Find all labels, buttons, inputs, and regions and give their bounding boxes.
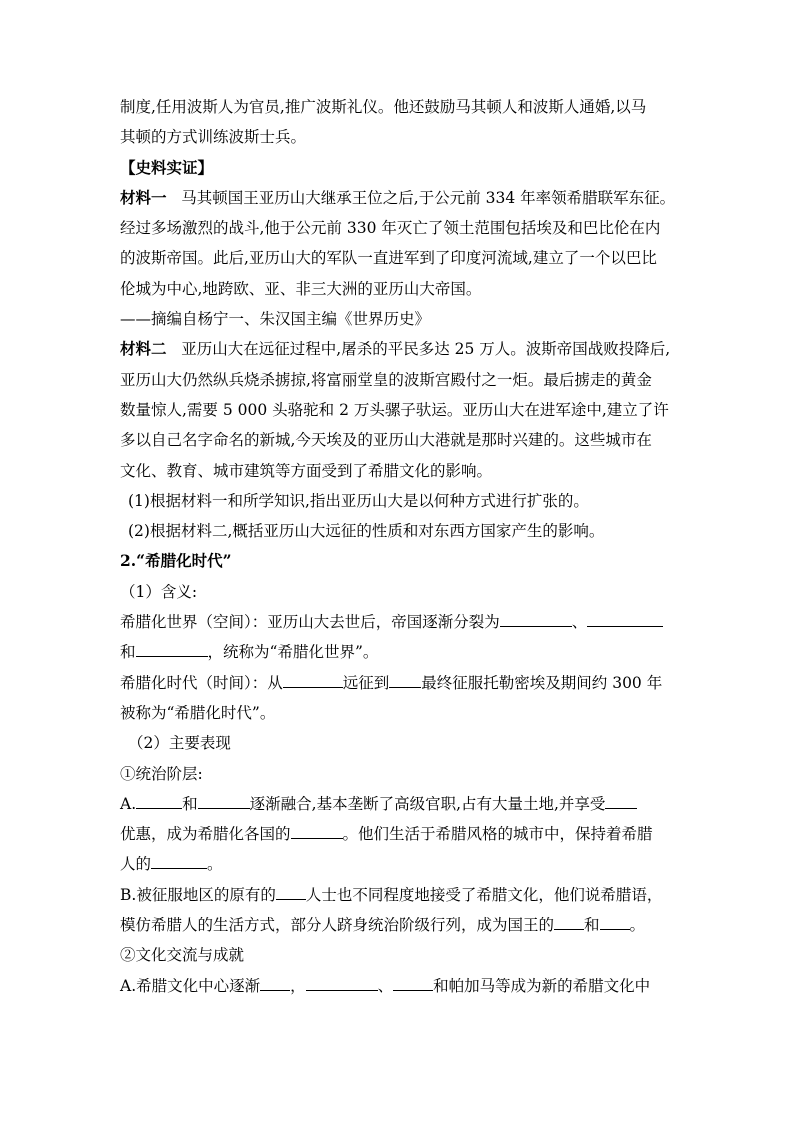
paragraph-line: 数量惊人,需要 5 000 头骆驼和 2 万头骡子驮运。亚历山大在进军途中,建立了许 xyxy=(120,400,669,419)
document-page xyxy=(120,92,680,1001)
text-segment: 希腊化时代（时间）：从 xyxy=(120,673,283,692)
text-segment: 。他们生活于希腊风格的城市中，保持着希腊 xyxy=(342,825,653,844)
text-segment: 。 xyxy=(207,855,223,874)
text-segment: 优惠，成为希腊化各国的 xyxy=(120,825,291,844)
paragraph-line: 文化、教育、城市建筑等方面受到了希腊文化的影响。 xyxy=(120,461,493,480)
question-1: (1)根据材料一和所学知识,指出亚历山大是以何种方式进行扩张的。 xyxy=(128,491,589,510)
text-segment: 和 xyxy=(120,643,136,662)
paragraph-line xyxy=(120,183,680,213)
answer-blank[interactable] xyxy=(554,914,584,930)
fill-line xyxy=(120,849,680,879)
section-heading: 2.“希腊化时代” xyxy=(120,551,232,571)
subheading: ①统治阶层: xyxy=(120,764,203,783)
paragraph-text: 马其顿国王亚历山大继承王位之后,于公元前 334 年率领希腊联军东征。 xyxy=(181,188,676,207)
paragraph-line: 其顿的方式训练波斯士兵。 xyxy=(120,128,307,147)
fill-line xyxy=(120,880,680,910)
text-segment: 远征到 xyxy=(342,673,390,692)
answer-blank[interactable] xyxy=(600,914,630,930)
section-heading: 【史料实证】 xyxy=(120,157,214,177)
paragraph-line: 被称为“希腊化时代”。 xyxy=(120,703,276,722)
answer-blank[interactable] xyxy=(389,672,421,688)
text-segment: A. xyxy=(120,794,137,813)
question-2: (2)根据材料二,概括亚历山大远征的性质和对东西方国家产生的影响。 xyxy=(128,522,605,541)
fill-line xyxy=(120,819,680,849)
answer-blank[interactable] xyxy=(136,641,208,657)
material-label: 材料一 xyxy=(120,187,167,207)
text-segment: 逐渐融合,基本垄断了高级官职,占有大量土地,并享受 xyxy=(249,794,606,813)
text-segment: 。 xyxy=(629,916,646,935)
text-segment: 人的 xyxy=(120,855,152,874)
text-segment: 、 xyxy=(377,976,394,995)
fill-line xyxy=(120,910,680,940)
fill-line xyxy=(120,971,680,1001)
text-segment: B.被征服地区的原有的 xyxy=(120,885,276,904)
text-segment: ， xyxy=(290,976,306,995)
paragraph-line: 亚历山大仍然纵兵烧杀掳掠,将富丽堂皇的波斯宫殿付之一炬。最后掳走的黄金 xyxy=(120,370,652,389)
paragraph-line: 的波斯帝国。此后,亚历山大的军队一直进军到了印度河流域,建立了一个以巴比 xyxy=(120,249,657,268)
text-segment: 最终征服托勒密埃及期间约 300 年 xyxy=(421,673,663,692)
text-segment: 和帕加马等成为新的希腊文化中 xyxy=(433,976,651,995)
paragraph-line: 经过多场激烈的战斗,他于公元前 330 年灭亡了领土范围包括埃及和巴比伦在内 xyxy=(120,219,661,238)
text-segment: 希腊化世界（空间）：亚历山大去世后，帝国逐渐分裂为 xyxy=(120,613,500,632)
text-segment: 模仿希腊人的生活方式，部分人跻身统治阶级行列，成为国王的 xyxy=(120,916,555,935)
answer-blank[interactable] xyxy=(306,975,378,991)
fill-line xyxy=(120,668,680,698)
text-segment: 和 xyxy=(584,916,600,935)
subheading: （2）主要表现 xyxy=(128,734,231,753)
answer-blank[interactable] xyxy=(276,884,306,900)
fill-line xyxy=(120,789,680,819)
answer-blank[interactable] xyxy=(500,611,572,627)
subheading: （1）含义: xyxy=(120,582,198,601)
answer-blank[interactable] xyxy=(198,793,250,809)
paragraph-line xyxy=(120,334,680,364)
paragraph-line: 制度,任用波斯人为官员,推广波斯礼仪。他还鼓励马其顿人和波斯人通婚,以马 xyxy=(120,98,647,116)
material-label: 材料二 xyxy=(120,339,167,359)
subheading: ②文化交流与成就 xyxy=(120,946,245,965)
text-segment: 人士也不同程度地接受了希腊文化，他们说希腊语， xyxy=(305,885,663,904)
answer-blank[interactable] xyxy=(260,975,290,991)
paragraph-line: 伦城为中心,地跨欧、亚、非三大洲的亚历山大帝国。 xyxy=(120,279,482,298)
text-segment: ，统称为“希腊化世界”。 xyxy=(207,643,379,662)
fill-line xyxy=(120,607,680,637)
answer-blank[interactable] xyxy=(136,793,182,809)
fill-line xyxy=(120,637,680,667)
text-segment: 和 xyxy=(182,794,198,813)
source-citation: ——摘编自杨宁一、朱汉国主编《世界历史》 xyxy=(120,310,431,329)
answer-blank[interactable] xyxy=(283,672,343,688)
paragraph-line: 多以自己名字命名的新城,今天埃及的亚历山大港就是那时兴建的。这些城市在 xyxy=(120,431,652,450)
paragraph-text: 亚历山大在远征过程中,屠杀的平民多达 25 万人。波斯帝国战败投降后, xyxy=(181,340,671,359)
answer-blank[interactable] xyxy=(587,611,663,627)
text-segment: 、 xyxy=(571,613,588,632)
text-segment: A.希腊文化中心逐渐 xyxy=(120,976,261,995)
answer-blank[interactable] xyxy=(151,853,207,869)
answer-blank[interactable] xyxy=(393,975,433,991)
answer-blank[interactable] xyxy=(291,823,343,839)
answer-blank[interactable] xyxy=(605,793,637,809)
